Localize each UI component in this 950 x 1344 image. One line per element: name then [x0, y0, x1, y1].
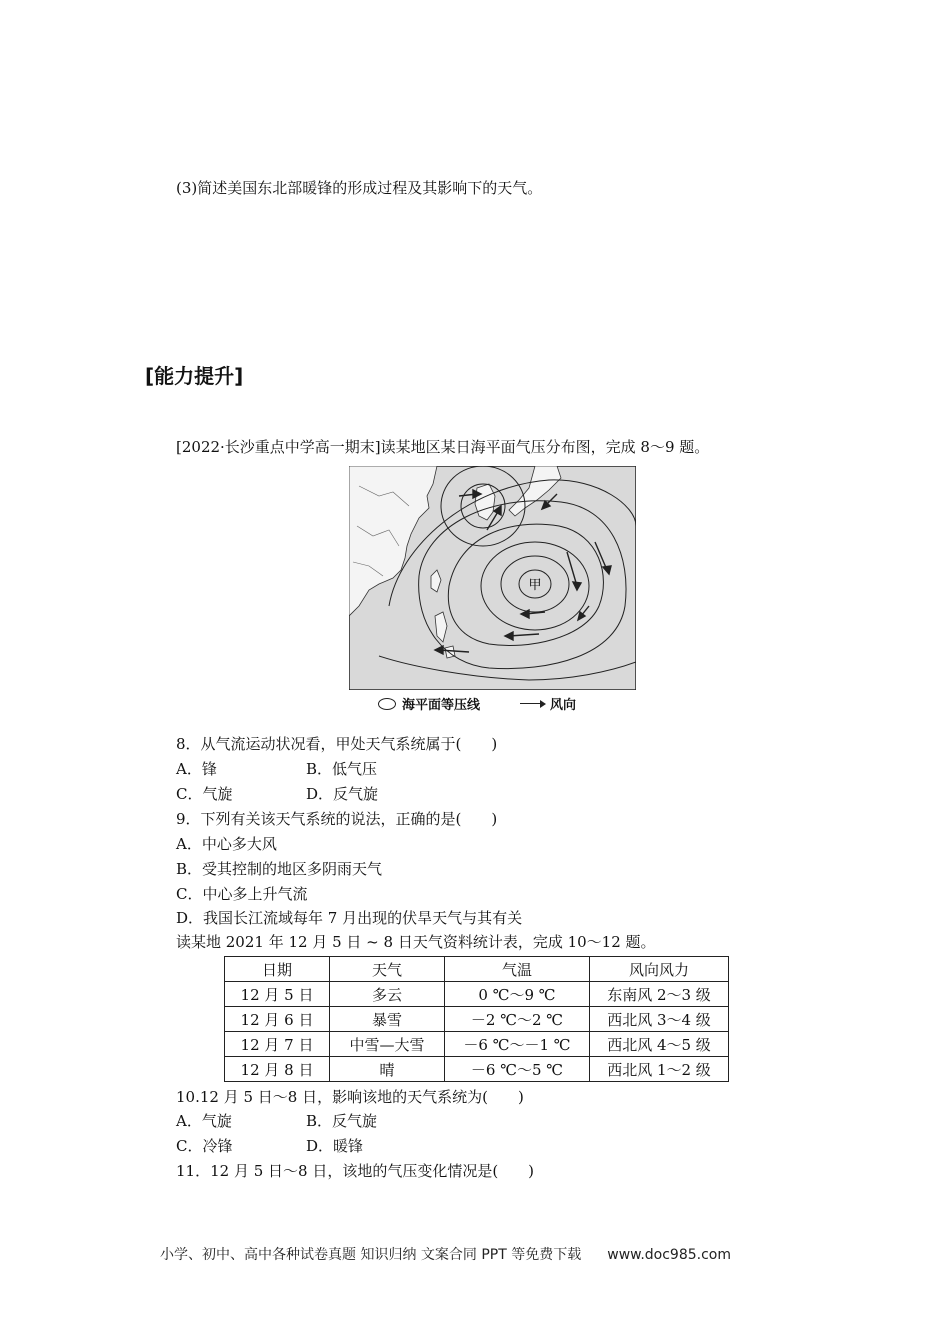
wind-arrow-icon	[520, 703, 544, 705]
q10-option-c: C．冷锋	[176, 1137, 233, 1155]
q9-option-c: C．中心多上升气流	[176, 885, 308, 903]
table-cell: 晴	[330, 1057, 445, 1082]
q10-option-a: A．气旋	[176, 1112, 232, 1130]
table-cell: 暴雪	[330, 1007, 445, 1032]
table-cell: 多云	[330, 982, 445, 1007]
table-cell: －6 ℃～－1 ℃	[445, 1032, 590, 1057]
table-header: 风向风力	[590, 957, 729, 982]
q8-option-d: D．反气旋	[306, 785, 379, 803]
table-cell: 12 月 7 日	[225, 1032, 330, 1057]
table-row	[225, 1057, 729, 1082]
map-legend	[378, 694, 576, 713]
footer-text: 小学、初中、高中各种试卷真题 知识归纳 文案合同 PPT 等免费下载	[160, 1247, 582, 1263]
legend-wind: 风向	[550, 698, 577, 713]
q8-stem: 8．从气流运动状况看，甲处天气系统属于( )	[176, 735, 498, 753]
table-cell: 中雪—大雪	[330, 1032, 445, 1057]
table-cell: 西北风 3～4 级	[590, 1007, 729, 1032]
pressure-map	[349, 466, 636, 690]
table-cell: 东南风 2～3 级	[590, 982, 729, 1007]
q8-option-b: B．低气压	[306, 760, 378, 778]
q9-option-a: A．中心多大风	[176, 835, 277, 853]
table-header-row	[225, 957, 729, 982]
footer-url[interactable]: www.doc985.com	[607, 1247, 731, 1263]
table-cell: 西北风 1～2 级	[590, 1057, 729, 1082]
section-title: [能力提升]	[145, 364, 244, 388]
table-cell: 西北风 4～5 级	[590, 1032, 729, 1057]
q10-option-d: D．暖锋	[306, 1137, 364, 1155]
table-cell: －6 ℃～5 ℃	[445, 1057, 590, 1082]
q8-option-c: C．气旋	[176, 785, 233, 803]
q9-option-b: B．受其控制的地区多阴雨天气	[176, 860, 383, 878]
table-row	[225, 1032, 729, 1057]
q10-stem: 10.12 月 5 日～8 日，影响该地的天气系统为( )	[176, 1088, 524, 1106]
table-header: 日期	[225, 957, 330, 982]
table-cell: 12 月 8 日	[225, 1057, 330, 1082]
map-center-label: 甲	[528, 578, 542, 593]
legend-isobar: 海平面等压线	[402, 698, 481, 713]
q8-option-a: A．锋	[176, 760, 217, 778]
intro-questions-8-9: [2022·长沙重点中学高一期末]读某地区某日海平面气压分布图，完成 8～9 题。	[176, 438, 710, 456]
table-row	[225, 982, 729, 1007]
q11-stem: 11．12 月 5 日～8 日，该地的气压变化情况是( )	[176, 1162, 535, 1180]
q10-option-b: B．反气旋	[306, 1112, 378, 1130]
table-cell: 0 ℃～9 ℃	[445, 982, 590, 1007]
q9-stem: 9．下列有关该天气系统的说法，正确的是( )	[176, 810, 498, 828]
q9-option-d: D．我国长江流域每年 7 月出现的伏旱天气与其有关	[176, 909, 523, 927]
question-3: (3)简述美国东北部暖锋的形成过程及其影响下的天气。	[176, 179, 543, 197]
isobar-icon	[378, 698, 396, 710]
table-row	[225, 1007, 729, 1032]
page-footer	[160, 1244, 731, 1264]
intro-questions-10-12: 读某地 2021 年 12 月 5 日 ~ 8 日天气资料统计表，完成 10～12 题。	[176, 933, 656, 951]
table-header: 气温	[445, 957, 590, 982]
table-cell: 12 月 5 日	[225, 982, 330, 1007]
table-cell: 12 月 6 日	[225, 1007, 330, 1032]
table-cell: －2 ℃～2 ℃	[445, 1007, 590, 1032]
weather-table	[224, 956, 729, 1082]
table-header: 天气	[330, 957, 445, 982]
